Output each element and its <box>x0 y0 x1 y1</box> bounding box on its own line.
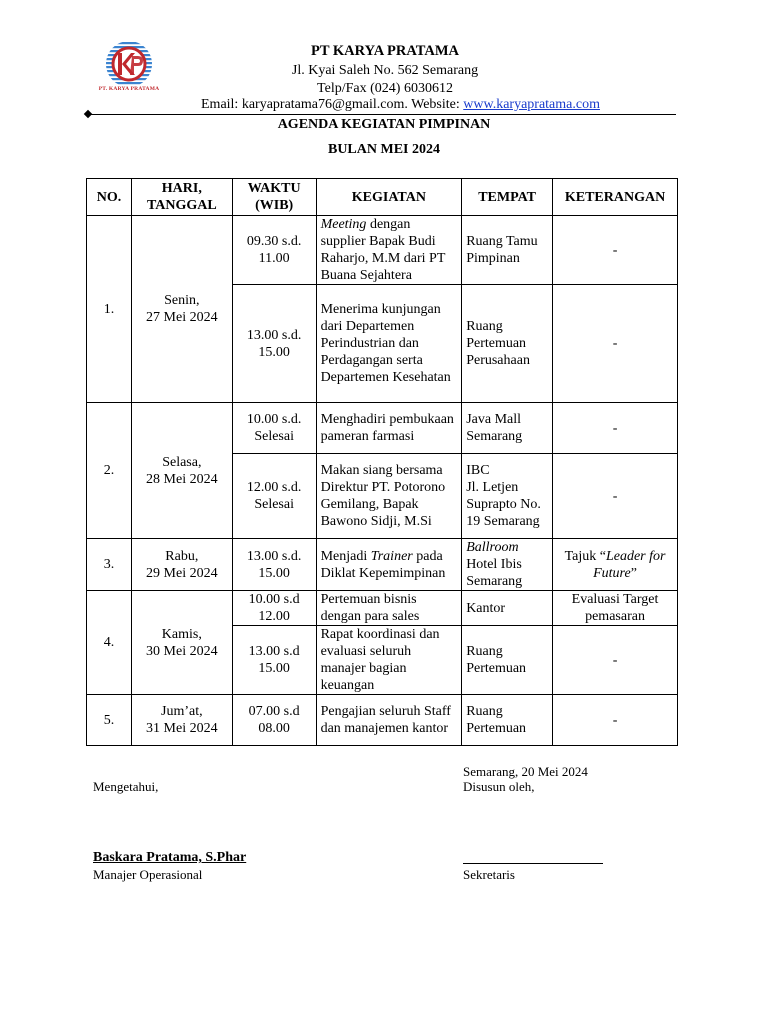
cell-note: - <box>553 216 678 285</box>
cell-place: Ruang Pertemuan <box>462 626 553 695</box>
left-signature-label: Mengetahui, <box>93 779 159 794</box>
cell-date: Selasa, 28 Mei 2024 <box>131 403 232 539</box>
signature-date: Semarang, 20 Mei 2024 <box>463 764 588 779</box>
company-address: Jl. Kyai Saleh No. 562 Semarang <box>291 63 479 78</box>
document-subtitle: BULAN MEI 2024 <box>327 142 440 157</box>
right-signatory-role: Sekretaris <box>463 867 515 882</box>
cell-place: IBC Jl. Letjen Suprapto No. 19 Semarang <box>462 454 553 539</box>
agenda-table <box>86 178 678 746</box>
header-kegiatan: KEGIATAN <box>316 179 462 216</box>
table-row <box>87 695 678 746</box>
cell-no: 1. <box>87 216 132 403</box>
table-row <box>87 591 678 626</box>
company-logo <box>98 40 160 102</box>
company-email-line <box>201 97 600 113</box>
cell-note: - <box>553 626 678 695</box>
email-text: Email: karyapratama76@gmail.com. Website: <box>201 97 464 112</box>
cell-no: 3. <box>87 539 132 591</box>
cell-place: Ruang Pertemuan Perusahaan <box>462 285 553 403</box>
cell-no: 5. <box>87 695 132 746</box>
cell-note: - <box>553 285 678 403</box>
cell-place: Java Mall Semarang <box>462 403 553 454</box>
signature-line <box>463 863 603 864</box>
cell-activity: Rapat koordinasi dan evaluasi seluruh manajer bagian keuangan <box>316 626 462 695</box>
cell-time: 09.30 s.d. 11.00 <box>232 216 316 285</box>
cell-activity: Makan siang bersama Direktur PT. Potorono Gemilang, Bapak Bawono Sidji, M.Si <box>316 454 462 539</box>
cell-time: 10.00 s.d. Selesai <box>232 403 316 454</box>
website-link[interactable]: www.karyapratama.com <box>463 97 600 112</box>
cell-note: Evaluasi Target pemasaran <box>553 591 678 626</box>
cell-place: Ruang Tamu Pimpinan <box>462 216 553 285</box>
cell-place: Ruang Pertemuan <box>462 695 553 746</box>
left-signatory-name: Baskara Pratama, S.Phar <box>93 850 247 865</box>
left-signatory-role: Manajer Operasional <box>93 867 203 882</box>
cell-note: - <box>553 403 678 454</box>
cell-note: - <box>553 454 678 539</box>
cell-place: Kantor <box>462 591 553 626</box>
cell-note: - <box>553 695 678 746</box>
table-row <box>87 539 678 591</box>
cell-date: Rabu, 29 Mei 2024 <box>131 539 232 591</box>
cell-no: 2. <box>87 403 132 539</box>
table-header-row <box>87 179 678 216</box>
cell-time: 13.00 s.d. 15.00 <box>232 285 316 403</box>
cell-activity: Menjadi Trainer pada Diklat Kepemimpinan <box>316 539 462 591</box>
cell-time: 07.00 s.d 08.00 <box>232 695 316 746</box>
cell-no: 4. <box>87 591 132 695</box>
company-phone: Telp/Fax (024) 6030612 <box>317 81 453 96</box>
header-no: NO. <box>87 179 132 216</box>
right-signature-label: Disusun oleh, <box>463 779 535 794</box>
header-keterangan: KETERANGAN <box>553 179 678 216</box>
cell-time: 12.00 s.d. Selesai <box>232 454 316 539</box>
cell-place: Ballroom Hotel Ibis Semarang <box>462 539 553 591</box>
cell-activity: Pengajian seluruh Staff dan manajemen kantor <box>316 695 462 746</box>
cell-activity: Pertemuan bisnis dengan para sales <box>316 591 462 626</box>
cell-date: Kamis, 30 Mei 2024 <box>131 591 232 695</box>
cell-time: 13.00 s.d. 15.00 <box>232 539 316 591</box>
logo-company-name: PT. KARYA PRATAMA <box>98 86 160 92</box>
header-hari: HARI, TANGGAL <box>131 179 232 216</box>
header-tempat: TEMPAT <box>462 179 553 216</box>
table-row <box>87 216 678 285</box>
header-waktu: WAKTU (WIB) <box>232 179 316 216</box>
cell-date: Jum’at, 31 Mei 2024 <box>131 695 232 746</box>
document-title: AGENDA KEGIATAN PIMPINAN <box>277 117 491 132</box>
cell-activity: Menghadiri pembukaan pameran farmasi <box>316 403 462 454</box>
cell-time: 10.00 s.d 12.00 <box>232 591 316 626</box>
cell-activity: Meeting dengan supplier Bapak Budi Raharjo, M.M dari PT Buana Sejahtera <box>316 216 462 285</box>
table-row <box>87 403 678 454</box>
cell-date: Senin, 27 Mei 2024 <box>131 216 232 403</box>
company-name: PT KARYA PRATAMA <box>311 43 459 59</box>
cell-time: 13.00 s.d 15.00 <box>232 626 316 695</box>
header-divider <box>90 114 676 115</box>
cell-note: Tajuk “Leader for Future” <box>553 539 678 591</box>
cell-activity: Menerima kunjungan dari Departemen Perindustrian dan Perdagangan serta Departemen Kesehatan <box>316 285 462 403</box>
